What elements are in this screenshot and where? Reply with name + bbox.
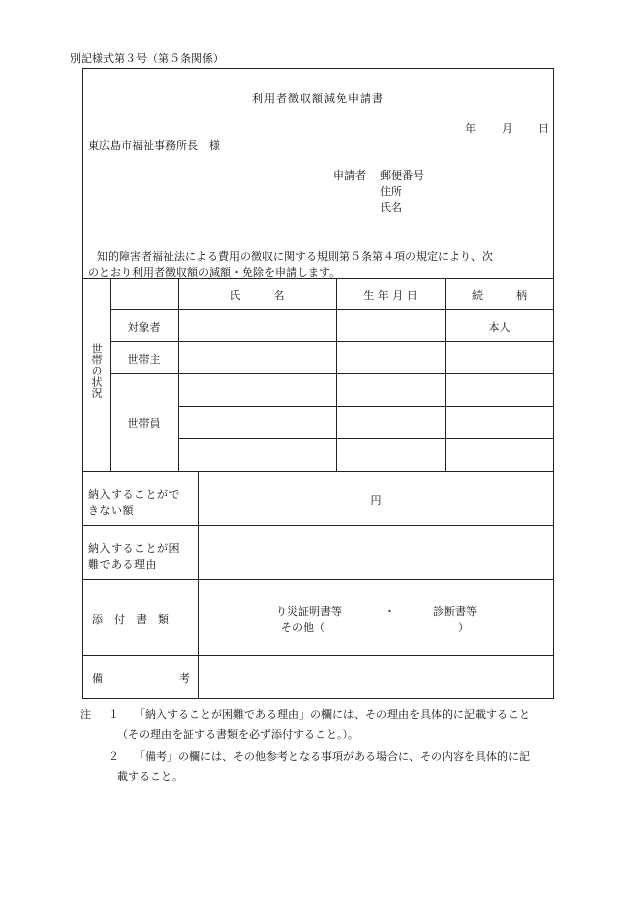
attachment-other[interactable]: その他（ <box>281 621 325 634</box>
notes-prefix: 注 <box>80 708 91 721</box>
attachment-other-close: ） <box>458 621 469 634</box>
row-target: 対象者 <box>127 321 161 334</box>
applicant-address[interactable]: 住所 <box>380 185 402 198</box>
amount-label-line-2: きない額 <box>88 504 134 517</box>
form-title: 利用者徴収額減免申請書 <box>252 92 384 105</box>
attachment-disaster-certificate[interactable]: り災証明書等 <box>276 605 342 618</box>
applicant-postal[interactable]: 郵便番号 <box>380 169 424 182</box>
date-month[interactable]: 月 <box>502 122 513 135</box>
note-2-line-2: 載すること。 <box>117 770 183 783</box>
remarks-label-right: 考 <box>179 672 190 685</box>
form-label: 別記様式第３号（第５条関係） <box>70 52 224 65</box>
row-household-members: 世帯員 <box>127 417 161 430</box>
divider <box>82 278 554 279</box>
divider <box>110 341 554 342</box>
statement-line-1: 知的障害者福祉法による費用の徴収に関する規則第５条第４項の規定により、次 <box>97 250 493 263</box>
reason-label-line-1: 納入することが困 <box>88 542 180 555</box>
note-2-number: ２ <box>108 750 119 763</box>
attachment-medical-certificate[interactable]: 診断書等 <box>433 605 477 618</box>
amount-unit[interactable]: 円 <box>370 494 382 507</box>
divider <box>178 438 554 439</box>
note-1-line-2: （その理由を証する書類を必ず添付すること。）。 <box>117 728 359 741</box>
household-section-label: 世帯の状況 <box>90 343 103 398</box>
row-household-head: 世帯主 <box>127 353 161 366</box>
target-relation-value: 本人 <box>488 321 511 334</box>
divider <box>82 655 554 656</box>
statement-line-2: のとおり利用者徴収額の減額・免除を申請します。 <box>88 266 341 279</box>
date-year[interactable]: 年 <box>465 122 476 135</box>
applicant-label: 申請者 <box>333 169 366 182</box>
divider <box>82 471 554 472</box>
divider <box>82 525 554 526</box>
note-1-line-1: 「納入することが困難である理由」の欄には、その理由を具体的に記載すること <box>134 708 530 721</box>
divider <box>445 278 446 471</box>
column-name: 氏 名 <box>229 289 285 302</box>
applicant-name[interactable]: 氏名 <box>380 201 402 214</box>
divider <box>178 278 179 471</box>
attachments-label: 添 付 書 類 <box>92 613 169 626</box>
remarks-label-left: 備 <box>92 672 103 685</box>
amount-label-line-1: 納入することがで <box>88 488 180 501</box>
column-relation: 続 柄 <box>472 289 527 302</box>
divider <box>178 406 554 407</box>
divider <box>82 579 554 580</box>
attachment-separator: ・ <box>384 605 395 618</box>
reason-label-line-2: 難である理由 <box>88 558 157 571</box>
note-1-number: １ <box>108 708 119 721</box>
date-day[interactable]: 日 <box>538 122 549 135</box>
divider <box>336 278 337 471</box>
addressee: 東広島市福祉事務所長 様 <box>88 139 220 152</box>
divider <box>110 309 554 310</box>
note-2-line-1: 「備考」の欄には、その他参考となる事項がある場合に、その内容を具体的に記 <box>134 750 530 763</box>
divider <box>110 373 554 374</box>
column-birthdate: 生 年 月 日 <box>363 289 418 302</box>
divider <box>110 278 111 471</box>
